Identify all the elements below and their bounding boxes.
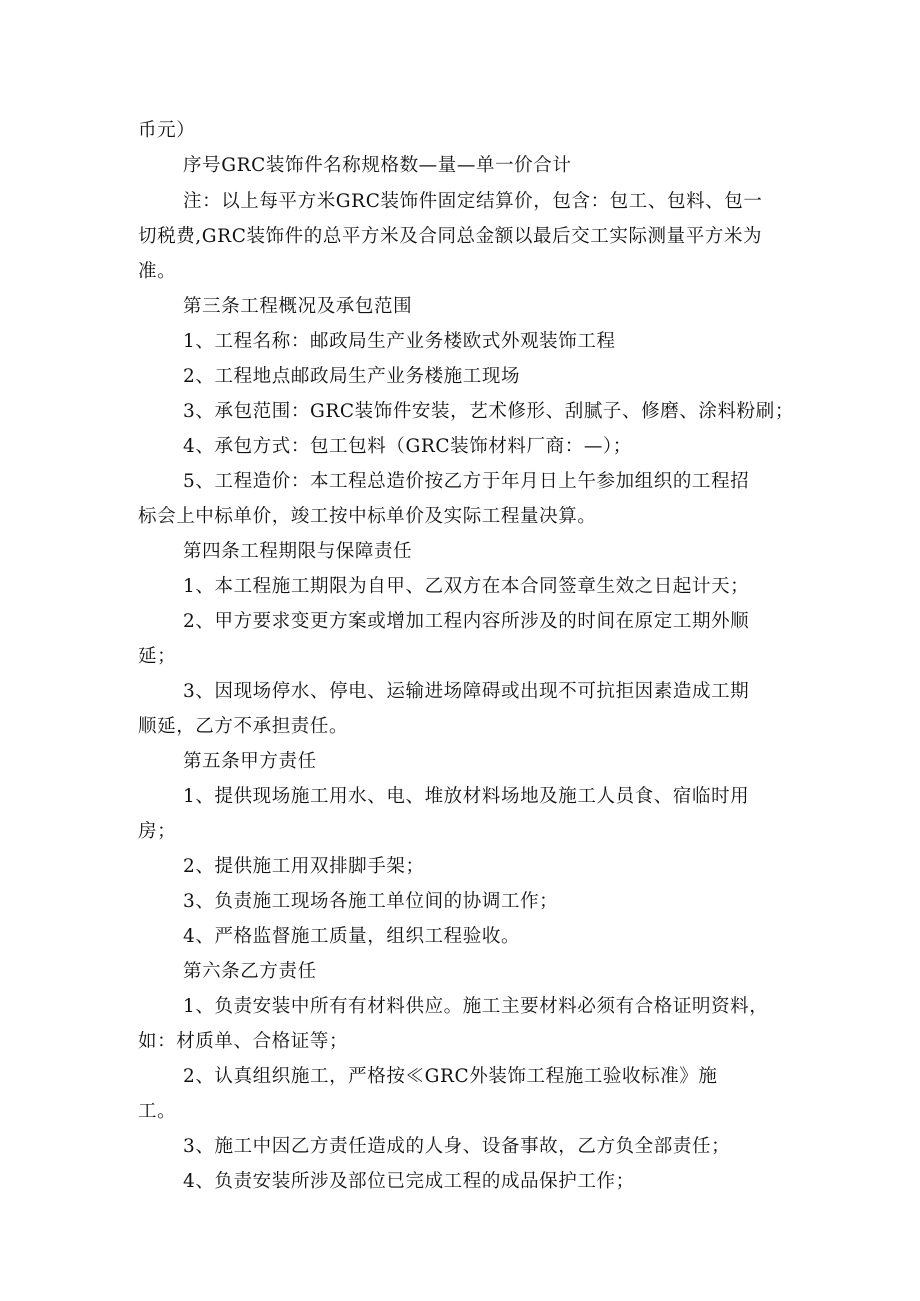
text-line: 切税费,GRC装饰件的总平方米及合同总金额以最后交工实际测量平方米为 — [138, 226, 763, 247]
text-line: 币元） — [138, 120, 196, 141]
text-line: 标会上中标单价，竣工按中标单价及实际工程量决算。 — [138, 506, 597, 527]
text-line: 房； — [138, 821, 177, 842]
section-heading: 第三条工程概况及承包范围 — [183, 296, 413, 317]
section-heading: 第四条工程期限与保障责任 — [183, 541, 413, 562]
list-item: 4、严格监督施工质量，组织工程验收。 — [183, 926, 521, 947]
list-item: 2、认真组织施工，严格按≪GRC外装饰工程施工验收标准》施 — [183, 1066, 718, 1087]
list-item: 4、负责安装所涉及部位已完成工程的成品保护工作； — [183, 1171, 635, 1192]
table-header-line: 序号GRC装饰件名称规格数—量—单一价合计 — [183, 155, 572, 176]
text-line: 如：材质单、合格证等； — [138, 1031, 349, 1052]
list-item: 1、工程名称：邮政局生产业务楼欧式外观装饰工程 — [183, 331, 616, 352]
list-item: 1、提供现场施工用水、电、堆放材料场地及施工人员食、宿临时用 — [183, 786, 750, 807]
text-line: 延； — [138, 646, 177, 667]
list-item: 2、工程地点邮政局生产业务楼施工现场 — [183, 366, 521, 387]
text-line: 工。 — [138, 1101, 177, 1122]
section-heading: 第六条乙方责任 — [183, 961, 317, 982]
text-line: 注：以上每平方米GRC装饰件固定结算价，包含：包工、包料、包一 — [183, 191, 763, 212]
text-line: 准。 — [138, 261, 177, 282]
list-item: 1、本工程施工期限为自甲、乙双方在本合同签章生效之日起计天； — [183, 576, 750, 597]
list-item: 3、负责施工现场各施工单位间的协调工作； — [183, 891, 559, 912]
list-item: 1、负责安装中所有有材料供应。施工主要材料必须有合格证明资料， — [183, 996, 769, 1017]
list-item: 4、承包方式：包工包料（GRC装饰材料厂商：—）； — [183, 436, 632, 457]
section-heading: 第五条甲方责任 — [183, 751, 317, 772]
list-item: 3、承包范围：GRC装饰件安装，艺术修形、刮腻子、修磨、涂料粉刷； — [183, 401, 794, 422]
list-item: 2、提供施工用双排脚手架； — [183, 856, 425, 877]
text-line: 顺延，乙方不承担责任。 — [138, 716, 349, 737]
list-item: 3、施工中因乙方责任造成的人身、设备事故，乙方负全部责任； — [183, 1136, 731, 1157]
list-item: 2、甲方要求变更方案或增加工程内容所涉及的时间在原定工期外顺 — [183, 611, 750, 632]
list-item: 5、工程造价：本工程总造价按乙方于年月日上午参加组织的工程招 — [183, 471, 750, 492]
list-item: 3、因现场停水、停电、运输进场障碍或出现不可抗拒因素造成工期 — [183, 681, 750, 702]
